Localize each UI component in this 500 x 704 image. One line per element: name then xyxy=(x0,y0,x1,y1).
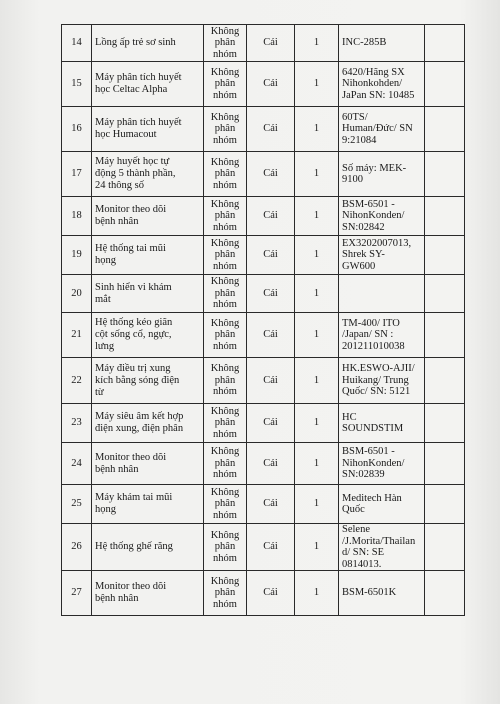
unit: Cái xyxy=(247,25,295,62)
model-serial-line: Shrek SY- xyxy=(342,249,385,261)
classification-group-line: phân xyxy=(214,249,236,261)
classification-group-line: nhóm xyxy=(213,260,237,272)
classification-group xyxy=(204,443,247,485)
classification-group-line: nhóm xyxy=(213,134,237,146)
quantity: 1 xyxy=(295,313,339,358)
model-serial-line: /Japan/ SN : xyxy=(342,329,394,341)
table-row xyxy=(62,275,465,313)
equipment-name-line: cột sống cổ, ngực, xyxy=(95,329,172,340)
equipment-table-body xyxy=(62,25,465,616)
equipment-name-line: Lồng ấp trẻ sơ sinh xyxy=(95,37,176,48)
equipment-name xyxy=(92,152,204,197)
classification-group-line: Không xyxy=(210,317,240,329)
table-row xyxy=(62,358,465,404)
row-number: 25 xyxy=(62,485,92,524)
equipment-name-line: Máy huyết học tự xyxy=(95,156,170,167)
classification-group-line: phân xyxy=(214,78,236,90)
classification-group-line: nhóm xyxy=(213,509,237,521)
equipment-name xyxy=(92,197,204,236)
classification-group xyxy=(204,197,247,236)
model-serial xyxy=(339,25,425,62)
notes-cell xyxy=(425,404,465,443)
quantity: 1 xyxy=(295,443,339,485)
row-number: 18 xyxy=(62,197,92,236)
notes-cell xyxy=(425,152,465,197)
model-serial xyxy=(339,197,425,236)
classification-group-line: phân xyxy=(214,417,236,429)
model-serial xyxy=(339,236,425,275)
notes-cell xyxy=(425,62,465,107)
row-number: 21 xyxy=(62,313,92,358)
equipment-name-line: Monitor theo dõi xyxy=(95,204,167,215)
row-number: 22 xyxy=(62,358,92,404)
classification-group-line: nhóm xyxy=(213,221,237,233)
unit: Cái xyxy=(247,107,295,152)
model-serial-line: BSM-6501 - xyxy=(342,198,395,210)
model-serial-line: BSM-6501K xyxy=(342,587,397,599)
classification-group-line: nhóm xyxy=(213,179,237,191)
model-serial-line: Selene xyxy=(342,524,370,535)
row-number: 19 xyxy=(62,236,92,275)
unit: Cái xyxy=(247,358,295,404)
classification-group xyxy=(204,62,247,107)
classification-group-line: phân xyxy=(214,210,236,222)
equipment-name-line: điện xung, điện phân xyxy=(95,423,184,434)
classification-group-line: phân xyxy=(214,123,236,135)
unit: Cái xyxy=(247,152,295,197)
classification-group-line: nhóm xyxy=(213,340,237,352)
model-serial-line: SOUNDSTIM xyxy=(342,423,404,434)
equipment-name-line: Sinh hiển vi khám xyxy=(95,281,172,293)
equipment-name-line: bệnh nhân xyxy=(95,216,139,227)
equipment-name-line: học Celtac Alpha xyxy=(95,84,168,95)
row-number: 24 xyxy=(62,443,92,485)
row-number: 16 xyxy=(62,107,92,152)
quantity: 1 xyxy=(295,236,339,275)
classification-group-line: Không xyxy=(210,156,240,168)
classification-group-line: phân xyxy=(214,374,236,386)
model-serial-line: d/ SN: SE xyxy=(342,547,385,558)
model-serial-line: 9100 xyxy=(342,174,363,185)
equipment-name-line: bệnh nhân xyxy=(95,463,139,475)
quantity: 1 xyxy=(295,524,339,571)
table-row xyxy=(62,485,465,524)
equipment-name-line: Hệ thống kéo giãn xyxy=(95,317,173,328)
table-row xyxy=(62,62,465,107)
equipment-name xyxy=(92,236,204,275)
equipment-name-line: họng xyxy=(95,504,116,515)
quantity: 1 xyxy=(295,404,339,443)
notes-cell xyxy=(425,107,465,152)
model-serial xyxy=(339,313,425,358)
table-row xyxy=(62,107,465,152)
table-row xyxy=(62,152,465,197)
equipment-name-line: mắt xyxy=(95,293,111,305)
equipment-name xyxy=(92,62,204,107)
equipment-name xyxy=(92,107,204,152)
notes-cell xyxy=(425,443,465,485)
model-serial-line: JaPan SN: 10485 xyxy=(342,89,415,101)
classification-group-line: Không xyxy=(210,486,240,498)
model-serial xyxy=(339,571,425,616)
classification-group-line: nhóm xyxy=(213,598,237,610)
classification-group xyxy=(204,107,247,152)
equipment-name xyxy=(92,404,204,443)
equipment-name-line: Máy điều trị xung xyxy=(95,362,171,374)
unit: Cái xyxy=(247,485,295,524)
model-serial-line: INC-285B xyxy=(342,37,387,49)
classification-group-line: Không xyxy=(210,446,240,458)
model-serial xyxy=(339,443,425,485)
classification-group xyxy=(204,236,247,275)
quantity: 1 xyxy=(295,152,339,197)
equipment-name xyxy=(92,443,204,485)
notes-cell xyxy=(425,25,465,62)
equipment-name-line: Monitor theo dõi xyxy=(95,581,167,592)
model-serial-line: 0814013. xyxy=(342,558,382,570)
classification-group-line: Không xyxy=(210,405,240,417)
notes-cell xyxy=(425,524,465,571)
classification-group xyxy=(204,524,247,571)
equipment-name-line: Hệ thống ghế răng xyxy=(95,541,173,552)
equipment-name-line: Máy phân tích huyết xyxy=(95,72,182,83)
table-row xyxy=(62,571,465,616)
classification-group-line: phân xyxy=(214,457,236,469)
table-row xyxy=(62,25,465,62)
equipment-name-line: bệnh nhân xyxy=(95,593,139,604)
equipment-name-line: Máy siêu âm kết hợp xyxy=(95,411,184,422)
classification-group-line: Không xyxy=(210,25,240,37)
model-serial-line: 9:21084 xyxy=(342,134,377,146)
classification-group-line: phân xyxy=(214,329,236,341)
row-number: 14 xyxy=(62,25,92,62)
classification-group-line: nhóm xyxy=(213,299,237,311)
classification-group xyxy=(204,571,247,616)
model-serial-line: 60TS/ xyxy=(342,111,368,123)
equipment-table xyxy=(61,24,465,616)
classification-group-line: nhóm xyxy=(213,89,237,101)
classification-group-line: Không xyxy=(210,111,240,123)
row-number: 27 xyxy=(62,571,92,616)
notes-cell xyxy=(425,571,465,616)
unit: Cái xyxy=(247,524,295,571)
classification-group-line: phân xyxy=(214,287,236,299)
unit: Cái xyxy=(247,275,295,313)
notes-cell xyxy=(425,236,465,275)
model-serial-line: EX3202007013, xyxy=(342,237,412,249)
notes-cell xyxy=(425,313,465,358)
equipment-name-line: lưng xyxy=(95,341,115,352)
unit: Cái xyxy=(247,404,295,443)
quantity: 1 xyxy=(295,197,339,236)
model-serial xyxy=(339,358,425,404)
equipment-name-line: Máy phân tích huyết xyxy=(95,117,182,128)
quantity: 1 xyxy=(295,107,339,152)
model-serial xyxy=(339,107,425,152)
row-number: 26 xyxy=(62,524,92,571)
classification-group-line: nhóm xyxy=(213,428,237,440)
unit: Cái xyxy=(247,62,295,107)
classification-group-line: Không xyxy=(210,198,240,210)
table-row xyxy=(62,404,465,443)
unit: Cái xyxy=(247,197,295,236)
classification-group xyxy=(204,485,247,524)
model-serial xyxy=(339,404,425,443)
quantity: 1 xyxy=(295,62,339,107)
row-number: 15 xyxy=(62,62,92,107)
model-serial-line: Quốc xyxy=(342,504,365,515)
quantity: 1 xyxy=(295,275,339,313)
classification-group-line: phân xyxy=(214,37,236,49)
classification-group-line: Không xyxy=(210,363,240,375)
unit: Cái xyxy=(247,236,295,275)
model-serial xyxy=(339,62,425,107)
table-row xyxy=(62,236,465,275)
classification-group xyxy=(204,404,247,443)
model-serial-line: BSM-6501 - xyxy=(342,446,395,458)
row-number: 20 xyxy=(62,275,92,313)
classification-group xyxy=(204,25,247,62)
model-serial xyxy=(339,275,425,313)
classification-group-line: Không xyxy=(210,575,240,587)
notes-cell xyxy=(425,358,465,404)
model-serial-line: Huikang/ Trung xyxy=(342,374,409,386)
table-row xyxy=(62,443,465,485)
model-serial-line: 201211010038 xyxy=(342,340,405,352)
equipment-name-line: từ xyxy=(95,386,104,398)
unit: Cái xyxy=(247,443,295,485)
notes-cell xyxy=(425,197,465,236)
quantity: 1 xyxy=(295,485,339,524)
model-serial-line: Số máy: MEK- xyxy=(342,162,407,174)
classification-group-line: Không xyxy=(210,66,240,78)
equipment-name-line: Hệ thống tai mũi xyxy=(95,243,166,254)
classification-group-line: Không xyxy=(210,276,240,288)
classification-group-line: Không xyxy=(210,237,240,249)
model-serial-line: NihonKonden/ xyxy=(342,457,405,469)
classification-group-line: nhóm xyxy=(213,469,237,481)
quantity: 1 xyxy=(295,571,339,616)
model-serial-line: /J.Morita/Thailan xyxy=(342,535,416,547)
equipment-name xyxy=(92,275,204,313)
model-serial-line: Nihonkohden/ xyxy=(342,78,403,90)
classification-group xyxy=(204,275,247,313)
classification-group-line: phân xyxy=(214,168,236,180)
classification-group xyxy=(204,152,247,197)
classification-group-line: phân xyxy=(214,587,236,599)
equipment-name-line: họng xyxy=(95,255,116,266)
quantity: 1 xyxy=(295,358,339,404)
model-serial xyxy=(339,524,425,571)
classification-group-line: phân xyxy=(214,498,236,510)
model-serial xyxy=(339,485,425,524)
row-number: 17 xyxy=(62,152,92,197)
classification-group xyxy=(204,358,247,404)
table-row xyxy=(62,524,465,571)
equipment-name xyxy=(92,313,204,358)
table-row xyxy=(62,197,465,236)
notes-cell xyxy=(425,275,465,313)
model-serial-line: GW600 xyxy=(342,260,376,272)
equipment-name-line: học Humacout xyxy=(95,129,157,140)
equipment-name xyxy=(92,25,204,62)
classification-group-line: nhóm xyxy=(213,386,237,398)
table-row xyxy=(62,313,465,358)
model-serial xyxy=(339,152,425,197)
equipment-name-line: Máy khám tai mũi xyxy=(95,492,173,503)
equipment-name-line: động 5 thành phần, xyxy=(95,168,176,179)
classification-group-line: nhóm xyxy=(213,48,237,60)
model-serial-line: SN:02842 xyxy=(342,221,385,233)
equipment-name-line: 24 thông số xyxy=(95,180,145,191)
classification-group-line: Không xyxy=(210,529,240,541)
model-serial-line: NihonKonden/ xyxy=(342,210,405,222)
model-serial-line: 6420/Hãng SX xyxy=(342,66,405,78)
classification-group xyxy=(204,313,247,358)
model-serial-line: SN:02839 xyxy=(342,469,385,481)
model-serial-line: Human/Đức/ SN xyxy=(342,123,413,135)
notes-cell xyxy=(425,485,465,524)
classification-group-line: phân xyxy=(214,541,236,553)
equipment-name-line: kích bằng sóng điện xyxy=(95,374,180,386)
model-serial-line: TM-400/ ITO xyxy=(342,317,400,329)
model-serial-line: Meditech Hàn xyxy=(342,492,402,504)
model-serial-line: HC xyxy=(342,411,357,423)
row-number: 23 xyxy=(62,404,92,443)
equipment-name xyxy=(92,571,204,616)
classification-group-line: nhóm xyxy=(213,552,237,564)
equipment-name xyxy=(92,358,204,404)
equipment-name xyxy=(92,524,204,571)
model-serial-line: Quốc/ SN: 5121 xyxy=(342,386,411,398)
equipment-name-line: Monitor theo dõi xyxy=(95,451,167,463)
model-serial-line: HK.ESWO-AJII/ xyxy=(342,363,415,375)
unit: Cái xyxy=(247,571,295,616)
unit: Cái xyxy=(247,313,295,358)
equipment-name xyxy=(92,485,204,524)
quantity: 1 xyxy=(295,25,339,62)
